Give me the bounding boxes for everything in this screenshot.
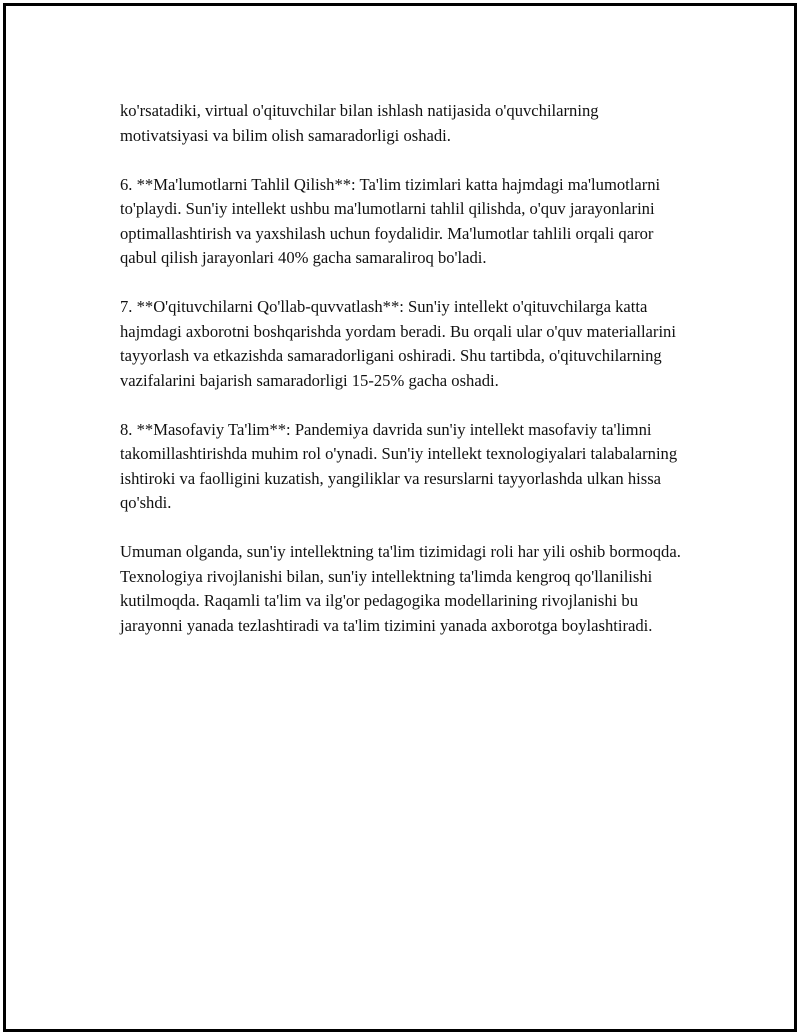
document-page xyxy=(3,3,797,1032)
paragraph-teacher-support: 7. **O'qituvchilarni Qo'llab-quvvatlash**: Sun'iy intellekt o'qituvchilarga katta hajmdagi axborotni boshqarishda yordam beradi. Bu orqali ular o'quv materiallarini tayyorlash va etkazishda samaradorligani oshiradi. Shu tartibda, o'qituvchilarning vazifalarini bajarish samaradorligi 15-25% gacha oshadi. xyxy=(120,297,676,390)
paragraph-conclusion: Umuman olganda, sun'iy intellektning ta'lim tizimidagi roli har yili oshib bormoqda. Texnologiya rivojlanishi bilan, sun'iy intellektning ta'limda kengroq qo'llanilishi kutilmoqda. Raqamli ta'lim va ilg'or pedagogika modellarining rivojlanishi bu jarayonni yanada tezlashtiradi va ta'lim tizimini yanada axborotga boylashtiradi. xyxy=(120,542,681,635)
paragraph-intro-continuation: ko'rsatadiki, virtual o'qituvchilar bilan ishlash natijasida o'quvchilarning motivatsiyasi va bilim olish samaradorligi oshadi. xyxy=(120,101,599,145)
paragraph-distance-learning: 8. **Masofaviy Ta'lim**: Pandemiya davrida sun'iy intellekt masofaviy ta'limni takomillashtirishda muhim rol o'ynadi. Sun'iy intellekt texnologiyalari talabalarning ishtiroki va faolligini kuzatish, yangiliklar va resurslarni tayyorlashda ulkan hissa qo'shdi. xyxy=(120,419,678,512)
document-body xyxy=(120,99,690,638)
paragraph-data-analysis: 6. **Ma'lumotlarni Tahlil Qilish**: Ta'lim tizimlari katta hajmdagi ma'lumotlarni to'playdi. Sun'iy intellekt ushbu ma'lumotlarni tahlil qilishda, o'quv jarayonlarini optimallashtirish va yaxshilash uchun foydalidir. Ma'lumotlar tahlili orqali qaror qabul qilish jarayonlari 40% gacha samaraliroq bo'ladi. xyxy=(120,174,661,267)
